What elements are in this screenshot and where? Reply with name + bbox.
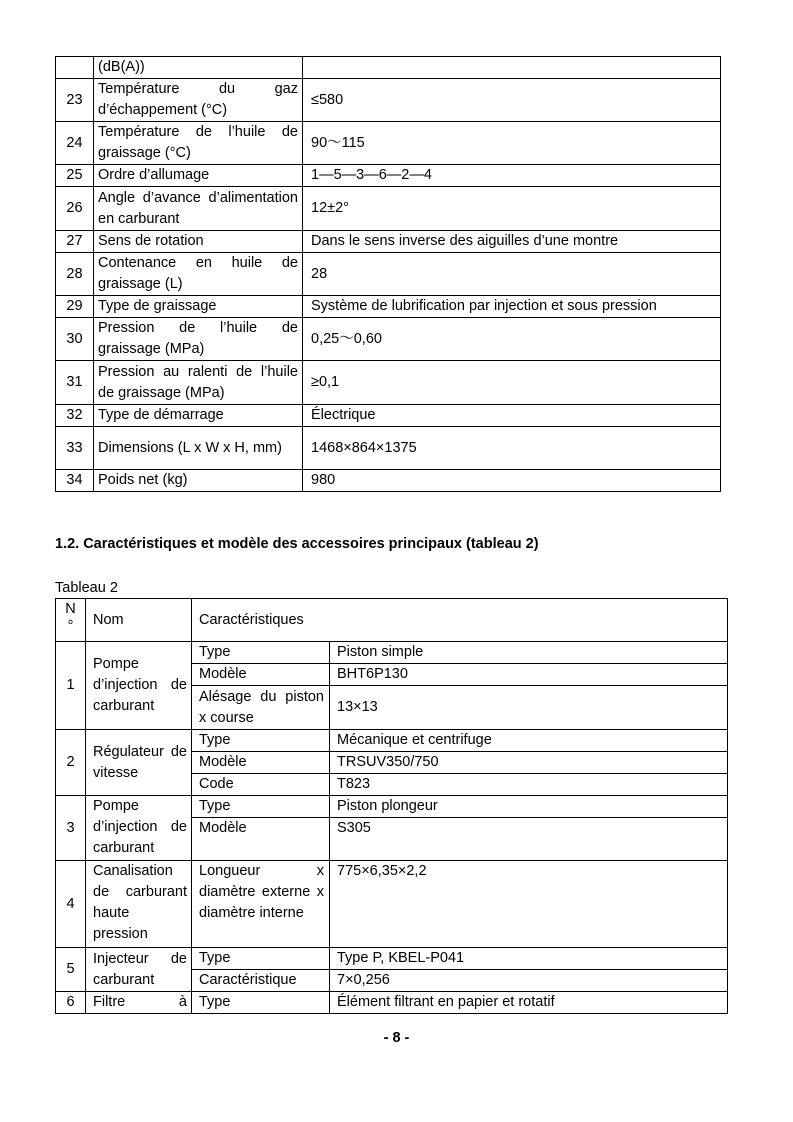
table-row [56, 231, 721, 253]
characteristic-label: Type [192, 992, 330, 1014]
row-number: 33 [56, 427, 94, 470]
characteristic-value: 7×0,256 [330, 970, 728, 992]
table-row [56, 405, 721, 427]
row-value: 12±2° [303, 187, 721, 231]
group-number: 4 [56, 861, 86, 948]
row-value: 1468×864×1375 [303, 427, 721, 470]
table-row [56, 427, 721, 470]
characteristic-value: T823 [330, 774, 728, 796]
row-label: Type de démarrage [94, 405, 303, 427]
table-row [56, 165, 721, 187]
accessories-table [55, 598, 728, 1014]
row-number: 30 [56, 318, 94, 361]
table-row [56, 730, 728, 752]
row-number: 23 [56, 79, 94, 122]
table-row [56, 948, 728, 970]
table-row [56, 57, 721, 79]
table-row [56, 318, 721, 361]
row-value: Dans le sens inverse des aiguilles d’une montre [303, 231, 721, 253]
row-value: 0,25～0,60 [303, 318, 721, 361]
characteristic-value: Type P, KBEL-P041 [330, 948, 728, 970]
row-number: 29 [56, 296, 94, 318]
row-number: 24 [56, 122, 94, 165]
group-number: 1 [56, 642, 86, 730]
characteristic-value: TRSUV350/750 [330, 752, 728, 774]
characteristic-label: Modèle [192, 752, 330, 774]
row-label: Température du gaz d’échappement (°C) [94, 79, 303, 122]
row-number: 26 [56, 187, 94, 231]
characteristic-label: Alésage du piston x course [192, 686, 330, 730]
row-label: (dB(A)) [94, 57, 303, 79]
row-label: Pression de l’huile de graissage (MPa) [94, 318, 303, 361]
row-label: Angle d’avance d’alimentation en carburant [94, 187, 303, 231]
row-value: Système de lubrification par injection et sous pression [303, 296, 721, 318]
group-number: 3 [56, 796, 86, 861]
table-row [56, 296, 721, 318]
group-name: Pompe d’injection de carburant [86, 796, 192, 861]
table-row [56, 253, 721, 296]
row-number [56, 57, 94, 79]
row-value: 28 [303, 253, 721, 296]
row-number: 31 [56, 361, 94, 405]
row-number: 34 [56, 470, 94, 492]
table-row [56, 122, 721, 165]
section-heading: 1.2. Caractéristiques et modèle des accessoires principaux (tableau 2) [55, 536, 539, 552]
row-number: 25 [56, 165, 94, 187]
row-number: 28 [56, 253, 94, 296]
table-row [56, 796, 728, 818]
characteristic-label: Longueur x diamètre externe x diamètre interne [192, 861, 330, 948]
row-value: ≤580 [303, 79, 721, 122]
row-number: 27 [56, 231, 94, 253]
row-number: 32 [56, 405, 94, 427]
group-name: Régulateur de vitesse [86, 730, 192, 796]
characteristic-value: 775×6,35×2,2 [330, 861, 728, 948]
row-value: 980 [303, 470, 721, 492]
row-label: Dimensions (L x W x H, mm) [94, 427, 303, 470]
characteristic-value: Piston simple [330, 642, 728, 664]
group-name: Injecteur de carburant [86, 948, 192, 992]
table-row [56, 861, 728, 948]
group-number: 6 [56, 992, 86, 1014]
characteristic-value: Mécanique et centrifuge [330, 730, 728, 752]
header-characteristics: Caractéristiques [192, 599, 728, 642]
row-value: ≥0,1 [303, 361, 721, 405]
group-number: 5 [56, 948, 86, 992]
row-label: Contenance en huile de graissage (L) [94, 253, 303, 296]
table-row [56, 79, 721, 122]
row-value: Électrique [303, 405, 721, 427]
table-row [56, 642, 728, 664]
row-value: 90～115 [303, 122, 721, 165]
characteristic-label: Type [192, 796, 330, 818]
group-name: Pompe d’injection de carburant [86, 642, 192, 730]
row-label: Ordre d’allumage [94, 165, 303, 187]
row-label: Sens de rotation [94, 231, 303, 253]
header-number: N ° [56, 599, 86, 642]
characteristic-label: Type [192, 948, 330, 970]
characteristic-value: S305 [330, 818, 728, 861]
row-label: Pression au ralenti de l’huile de graissage (MPa) [94, 361, 303, 405]
row-label: Type de graissage [94, 296, 303, 318]
characteristic-label: Type [192, 730, 330, 752]
characteristic-label: Modèle [192, 818, 330, 861]
characteristic-value: 13×13 [330, 686, 728, 730]
characteristic-value: Élément filtrant en papier et rotatif [330, 992, 728, 1014]
group-number: 2 [56, 730, 86, 796]
table-row [56, 992, 728, 1014]
characteristic-value: BHT6P130 [330, 664, 728, 686]
table-caption: Tableau 2 [55, 580, 118, 596]
group-name: Canalisation de carburant haute pression [86, 861, 192, 948]
row-value [303, 57, 721, 79]
table-header-row [56, 599, 728, 642]
row-label: Poids net (kg) [94, 470, 303, 492]
characteristic-label: Modèle [192, 664, 330, 686]
characteristic-value: Piston plongeur [330, 796, 728, 818]
specifications-table [55, 56, 721, 492]
table-row [56, 187, 721, 231]
characteristic-label: Type [192, 642, 330, 664]
table-row [56, 470, 721, 492]
characteristic-label: Caractéristique [192, 970, 330, 992]
row-value: 1—5—3—6—2—4 [303, 165, 721, 187]
group-name: Filtre à [86, 992, 192, 1014]
characteristic-label: Code [192, 774, 330, 796]
header-name: Nom [86, 599, 192, 642]
row-label: Température de l’huile de graissage (°C) [94, 122, 303, 165]
page-number: - 8 - [383, 1030, 410, 1046]
table-row [56, 361, 721, 405]
